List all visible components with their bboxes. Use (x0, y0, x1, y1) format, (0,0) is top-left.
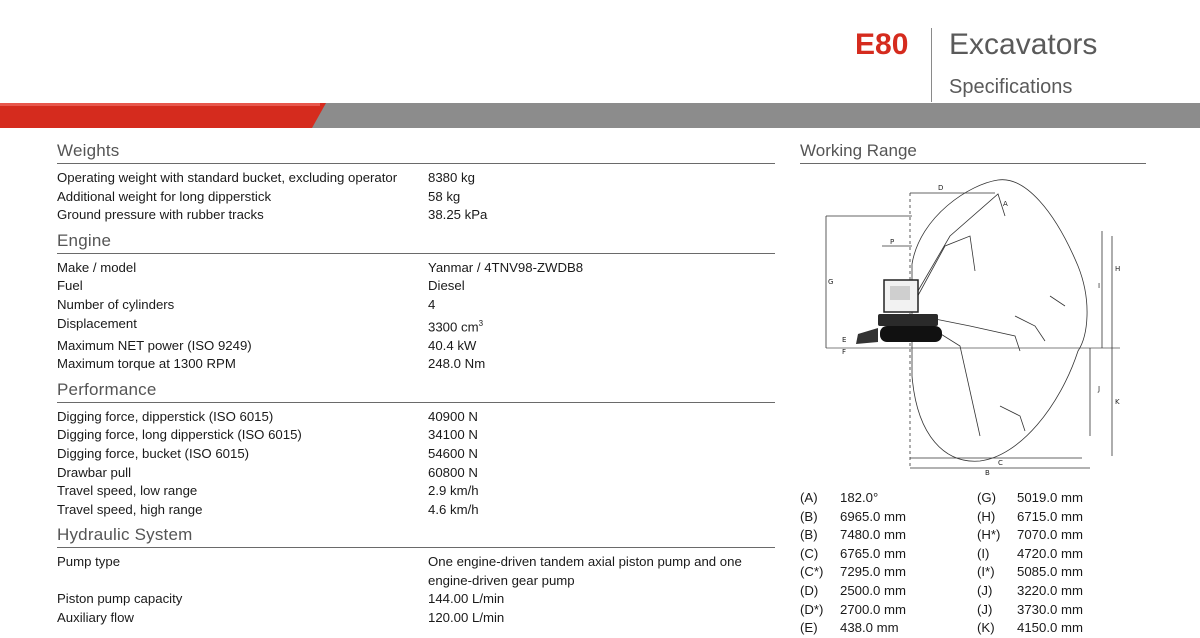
pump-type-line-2: engine-driven gear pump (428, 572, 575, 588)
spec-value: 38.25 kPa (428, 207, 488, 223)
header-divider (931, 28, 932, 102)
dimension-row (977, 508, 1083, 527)
hydraulic-section (57, 525, 775, 627)
dimension-key: (K) (977, 620, 995, 636)
dimension-key: (C*) (800, 564, 824, 580)
dimension-key: (C) (800, 545, 819, 561)
diagram-label: J (1098, 385, 1101, 393)
spec-value: 34100 N (428, 427, 478, 443)
spec-row (57, 445, 775, 464)
dimension-value: 7295.0 mm (840, 564, 906, 580)
spec-value: 120.00 L/min (428, 610, 505, 626)
spec-label: Travel speed, low range (57, 483, 198, 499)
spec-row (57, 426, 775, 445)
dimension-value: 4720.0 mm (1017, 545, 1083, 561)
spec-value (428, 553, 775, 590)
dimension-key: (I*) (977, 564, 995, 580)
spec-label: Fuel (57, 278, 83, 294)
boom-position (1015, 316, 1045, 341)
spec-label: Displacement (57, 315, 137, 331)
spec-label: Travel speed, high range (57, 501, 203, 517)
diagram-label: E (842, 336, 847, 344)
section-title-working-range: Working Range (800, 141, 1146, 164)
dimension-key: (D*) (800, 601, 824, 617)
spec-value: Diesel (428, 278, 465, 294)
dimension-row (800, 545, 906, 564)
specs-column (57, 141, 775, 634)
spec-row (57, 464, 775, 483)
section-title-hydraulic: Hydraulic System (57, 525, 775, 548)
spec-row (57, 355, 775, 374)
dimension-value: 5085.0 mm (1017, 564, 1083, 580)
spec-row (57, 188, 775, 207)
spec-label: Digging force, long dipperstick (ISO 6015) (57, 427, 302, 443)
dimension-value: 6765.0 mm (840, 545, 906, 561)
spec-value: 4.6 km/h (428, 501, 479, 517)
spec-row (57, 206, 775, 225)
boom-position (915, 236, 975, 301)
spec-value: 40900 N (428, 408, 478, 424)
spec-label: Make / model (57, 259, 137, 275)
diagram-label: H (1115, 265, 1121, 273)
spec-label: Digging force, bucket (ISO 6015) (57, 445, 250, 461)
dimension-row (800, 563, 906, 582)
diagram-label: F (842, 348, 847, 356)
diagram-label: D (938, 184, 944, 192)
dimension-row (800, 526, 906, 545)
dimension-key: (A) (800, 490, 818, 505)
spec-value: 8380 kg (428, 170, 475, 185)
dimension-key: (B) (800, 527, 818, 543)
spec-label: Ground pressure with rubber tracks (57, 207, 264, 223)
spec-label: Maximum torque at 1300 RPM (57, 356, 236, 372)
dimension-key: (G) (977, 490, 997, 505)
spec-value: 2.9 km/h (428, 483, 479, 499)
spec-row (57, 482, 775, 501)
spec-label: Maximum NET power (ISO 9249) (57, 337, 252, 353)
spec-row (57, 553, 775, 590)
band-red (0, 103, 326, 128)
dimension-row (800, 489, 878, 508)
spec-value: 58 kg (428, 188, 461, 204)
dimension-key: (H) (977, 508, 996, 524)
working-range-diagram (820, 176, 1130, 476)
pump-type-line-1: One engine-driven tandem axial piston pump and one (428, 554, 742, 570)
dimension-value: 2500.0 mm (840, 583, 906, 598)
spec-row (57, 169, 775, 188)
dimension-row (800, 582, 906, 601)
dimension-key: (E) (800, 620, 818, 636)
weights-section (57, 141, 775, 225)
diagram-label: K (1115, 398, 1120, 406)
spec-row (57, 501, 775, 520)
dimension-row (977, 582, 1083, 601)
dimension-value: 3220.0 mm (1017, 583, 1083, 598)
reach-envelope (912, 180, 1087, 462)
spec-value: 54600 N (428, 445, 478, 461)
spec-label: Pump type (57, 554, 121, 570)
dimension-row (800, 508, 906, 527)
dimension-value: 5019.0 mm (1017, 490, 1083, 505)
dimension-value: 438.0 mm (840, 620, 899, 636)
spec-row (57, 337, 775, 356)
dimension-row (977, 545, 1083, 564)
dimension-value: 7480.0 mm (840, 527, 906, 543)
boom-position (915, 194, 1005, 296)
dimension-row (800, 601, 906, 620)
excavator-machine (856, 280, 942, 344)
spec-value: Yanmar / 4TNV98-ZWDB8 (428, 259, 584, 275)
dimension-key: (D) (800, 583, 819, 598)
spec-label: Additional weight for long dipperstick (57, 188, 272, 204)
spec-row (57, 259, 775, 278)
page-subtitle: Specifications (949, 76, 1073, 98)
spec-row (57, 609, 775, 628)
section-title-weights: Weights (57, 141, 775, 164)
spec-row (57, 296, 775, 315)
dimension-key: (J) (977, 583, 993, 598)
dimension-key: (B) (800, 508, 818, 524)
dimension-row (977, 489, 1083, 508)
spec-value: 40.4 kW (428, 337, 477, 353)
dimension-row (977, 619, 1083, 638)
dimension-value: 7070.0 mm (1017, 527, 1083, 543)
product-category: Excavators (949, 28, 1098, 61)
dimension-row (977, 601, 1083, 620)
section-title-performance: Performance (57, 380, 775, 403)
spec-label: Auxiliary flow (57, 610, 134, 626)
spec-row (57, 277, 775, 296)
spec-value: 60800 N (428, 464, 478, 480)
diagram-label: C (998, 459, 1003, 467)
dimension-key: (H*) (977, 527, 1001, 543)
spec-value: 4 (428, 296, 436, 312)
spec-row (57, 590, 775, 609)
displacement-value: 3300 cm (428, 318, 479, 334)
dimension-value: 6715.0 mm (1017, 508, 1083, 524)
dimension-value: 3730.0 mm (1017, 601, 1083, 617)
dimension-row (977, 563, 1083, 582)
dimension-row (800, 619, 899, 638)
band-red-highlight (0, 103, 320, 106)
spec-row (57, 315, 775, 337)
spec-label: Digging force, dipperstick (ISO 6015) (57, 408, 274, 424)
unit-superscript: 3 (478, 318, 484, 328)
header-band (0, 103, 1200, 128)
section-title-engine: Engine (57, 231, 775, 254)
spec-row (57, 408, 775, 427)
spec-value: 144.00 L/min (428, 591, 505, 607)
boom-position (1050, 296, 1065, 306)
model-name: E80 (855, 28, 909, 61)
spec-value: 248.0 Nm (428, 356, 486, 372)
spec-value (428, 315, 775, 337)
spec-label: Drawbar pull (57, 464, 132, 480)
dimension-key: (J) (977, 601, 993, 617)
diagram-label: B (985, 469, 990, 476)
dimension-row (977, 526, 1083, 545)
diagram-label: G (828, 278, 834, 286)
dimension-key: (I) (977, 545, 990, 561)
dimension-value: 6965.0 mm (840, 508, 906, 524)
spec-label: Operating weight with standard bucket, excluding operator (57, 170, 398, 185)
boom-position (1000, 406, 1025, 431)
working-range-panel (800, 141, 1146, 164)
spec-label: Number of cylinders (57, 296, 175, 312)
diagram-label: P (890, 238, 895, 246)
performance-section (57, 380, 775, 520)
diagram-label: I (1098, 282, 1101, 290)
engine-section (57, 231, 775, 374)
diagram-label: A (1003, 200, 1008, 208)
dimension-value: 4150.0 mm (1017, 620, 1083, 636)
dimension-value: 182.0° (840, 490, 879, 505)
spec-label: Piston pump capacity (57, 591, 183, 607)
dimension-value: 2700.0 mm (840, 601, 906, 617)
